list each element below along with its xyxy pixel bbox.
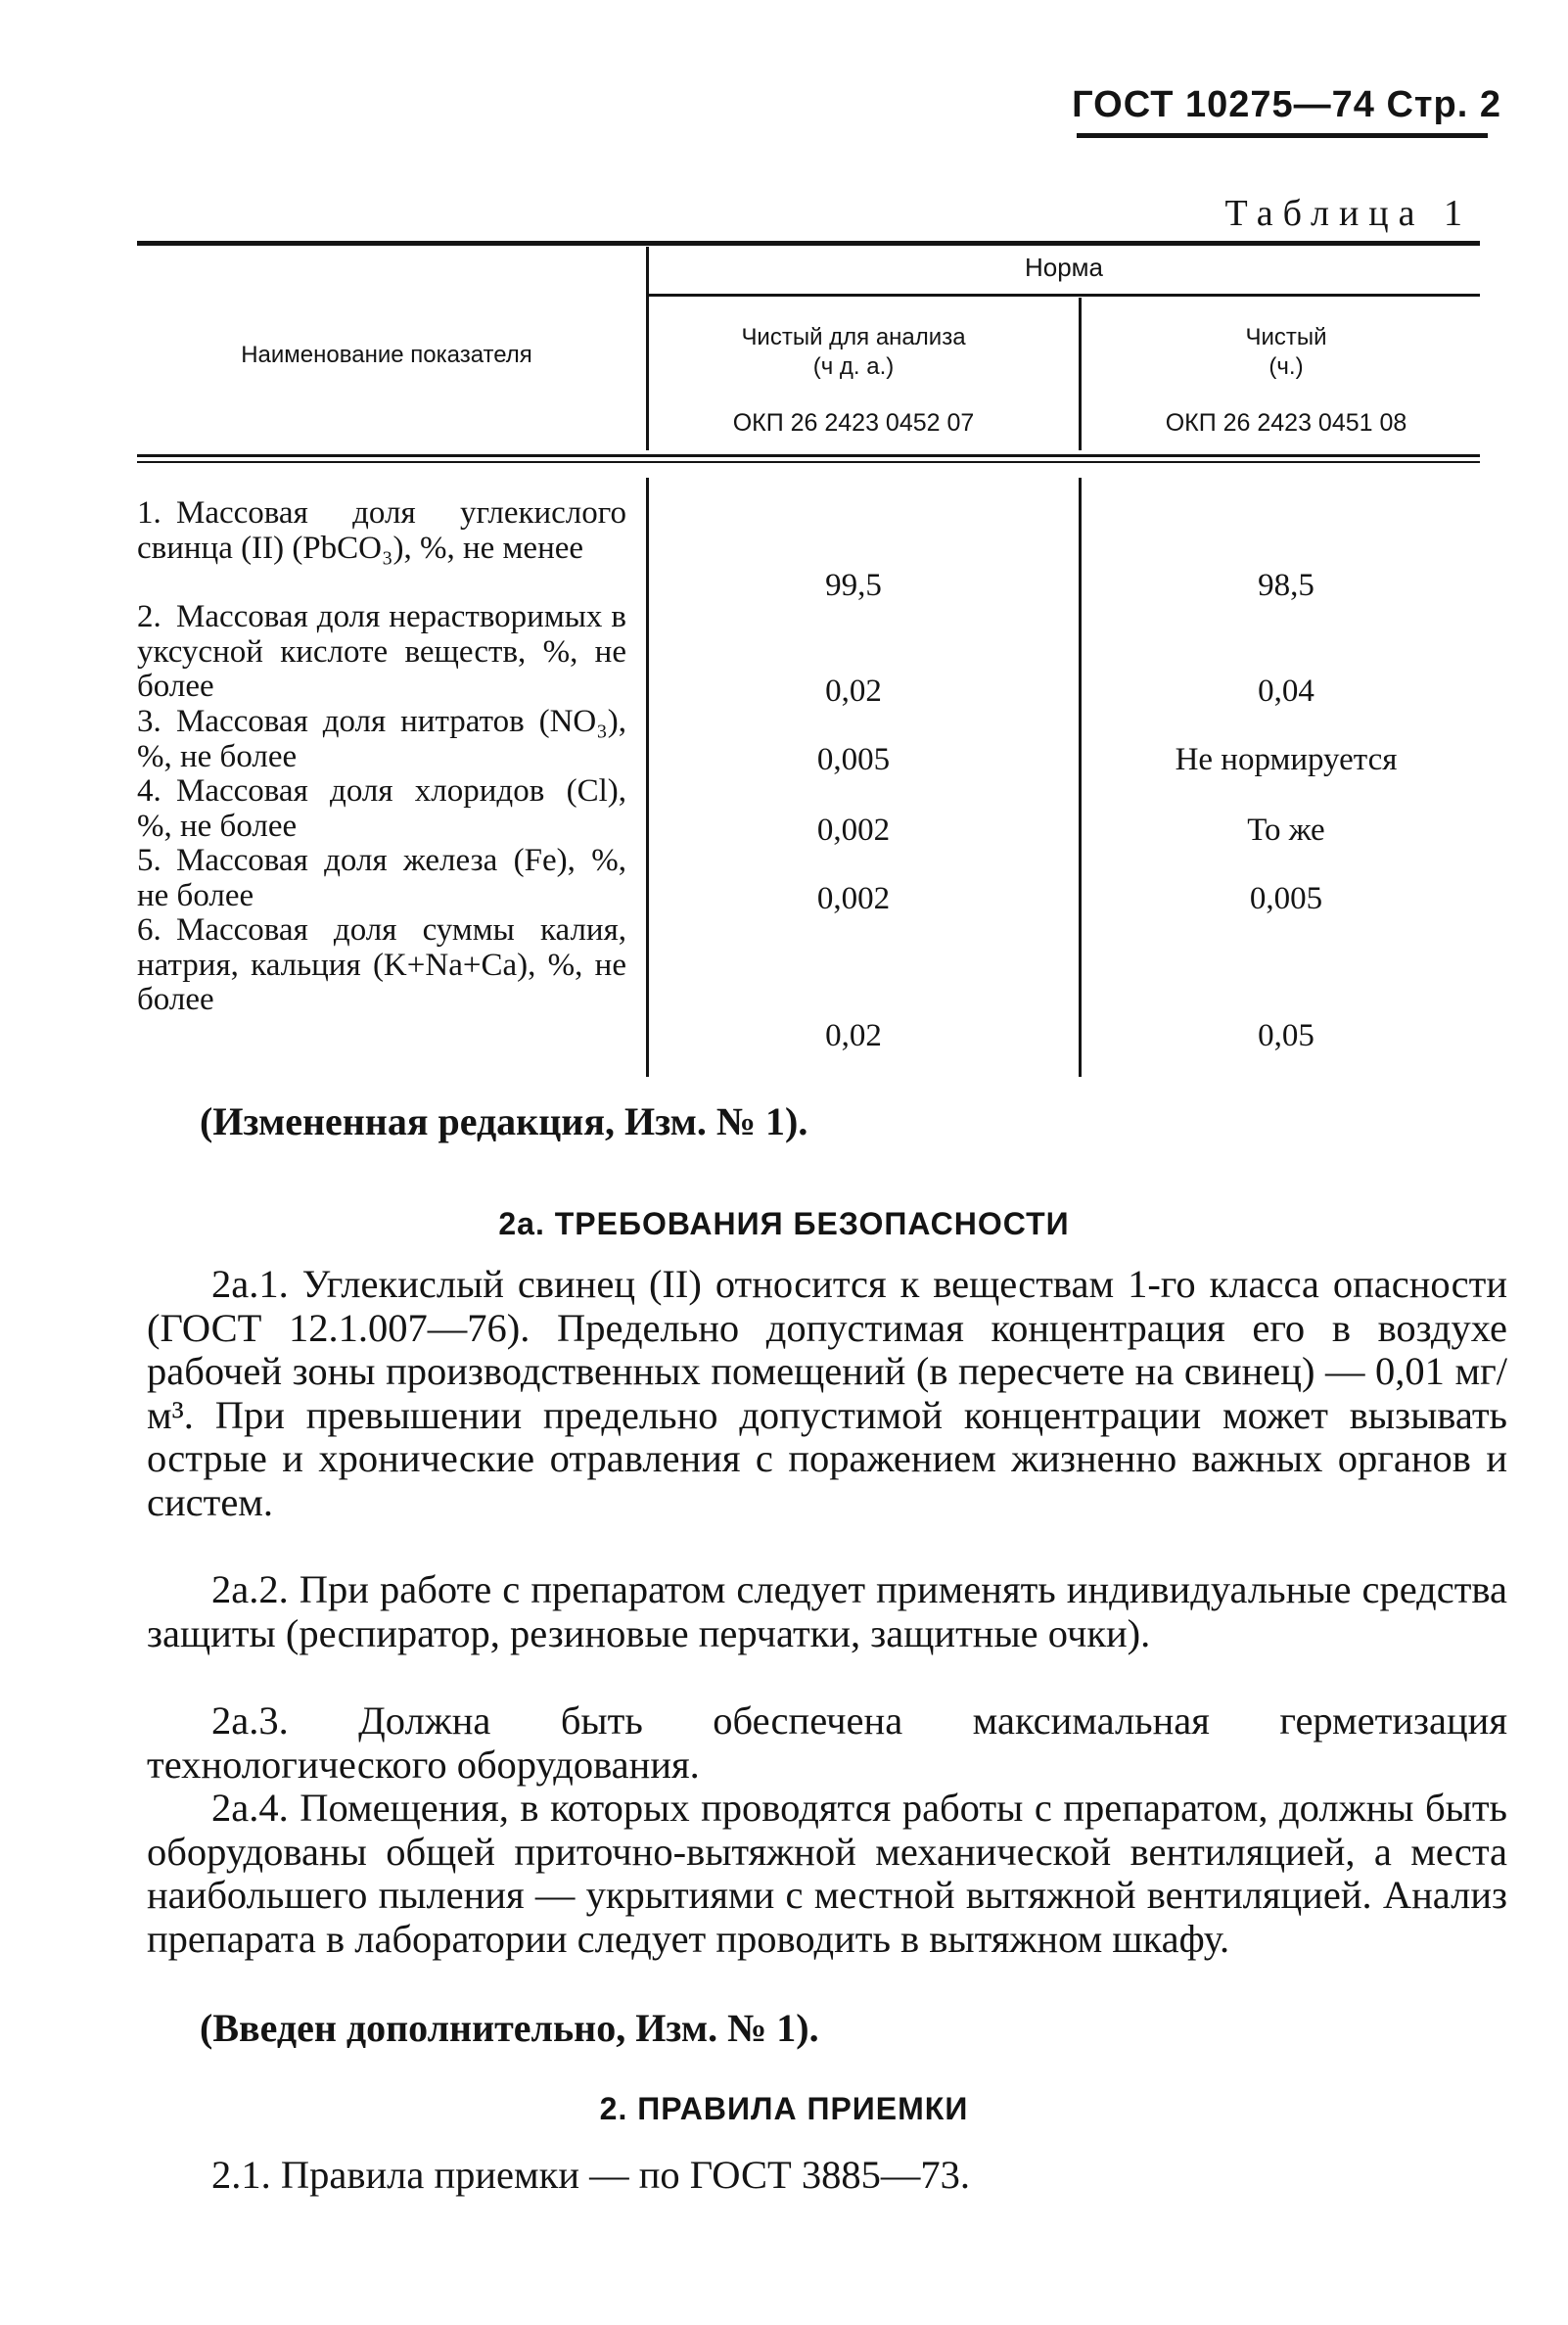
table-cell-value: 0,005 <box>816 742 891 777</box>
table-row-label: 3. Массовая доля нитратов (NO₃), %, не более <box>137 704 626 774</box>
indicator-column-header: Наименование показателя <box>241 342 532 368</box>
table-cell-value: 0,002 <box>816 881 891 916</box>
header-bottom-rule-2 <box>137 461 1480 463</box>
norma-header: Норма <box>1024 253 1104 282</box>
table-row-label: 1. Массовая доля углекислого свинца (II) (PbCO₃), %, не менее <box>137 495 626 566</box>
table-cell-value: 0,02 <box>825 1018 882 1053</box>
table-row-label: 2. Массовая доля нерастворимых в уксусной кислоте веществ, %, не более <box>137 599 626 704</box>
table-cell-value: 0,002 <box>816 813 891 848</box>
norma-rule <box>648 294 1480 297</box>
table-cell-value: 0,005 <box>1249 881 1323 916</box>
table-row-label: 5. Массовая доля железа (Fe), %, не более <box>137 843 626 913</box>
table-top-rule <box>137 241 1480 246</box>
table-row-label: 4. Массовая доля хлоридов (Cl), %, не более <box>137 773 626 844</box>
amendment-note: (Измененная редакция, Изм. № 1). <box>200 1099 808 1143</box>
table-row-label: 6. Массовая доля суммы калия, натрия, кальция (K+Na+Ca), %, не более <box>137 912 626 1017</box>
table-cell-value: 99,5 <box>825 568 882 603</box>
okp-code-ch: ОКП 26 2423 0451 08 <box>1165 409 1407 437</box>
header-bottom-rule <box>137 454 1480 457</box>
paragraph-2a-1: 2а.1. Углекислый свинец (II) относится к веществам 1-го класса опасности (ГОСТ 12.1.007—76). Предельно допустимая концентрация его в воздухе рабочей зоны производственных помещений (в пересчете на свинец) — 0,01 мг/м³. При превышении предельно допустимой концентрации может вызывать острые и хронические отравления с поражением жизненно важных органов и систем. <box>147 1262 1507 1524</box>
table-caption: Таблица 1 <box>1224 193 1472 234</box>
paragraph-2a-2: 2а.2. При работе с препаратом следует применять индивидуальные средства защиты (респиратор, резиновые перчатки, защитные очки). <box>147 1567 1507 1655</box>
addition-note: (Введен дополнительно, Изм. № 1). <box>200 2006 819 2050</box>
grade-column-header-ch: Чистый (ч.) <box>1245 324 1327 380</box>
paragraph-2a-3: 2а.3. Должна быть обеспечена максимальная герметизация технологического оборудования. <box>147 1698 1507 1787</box>
table-cell-value: 98,5 <box>1258 568 1314 603</box>
page-header-reference: ГОСТ 10275—74 Стр. 2 <box>1072 84 1501 125</box>
table-cell-value: 0,04 <box>1258 674 1314 709</box>
section-title-acceptance: 2. ПРАВИЛА ПРИЕМКИ <box>599 2091 969 2126</box>
grade-column-header-chda: Чистый для анализа (ч д. а.) <box>741 324 966 380</box>
table-cell-value: То же <box>1247 813 1325 848</box>
table-cell-value: 0,05 <box>1258 1018 1314 1053</box>
table-cell-value: Не нормируется <box>1175 742 1398 777</box>
paragraph-2a-4: 2а.4. Помещения, в которых проводятся работы с препаратом, должны быть оборудованы общей приточно-вытяжной механической вентиляцией, а места наибольшего пыления — укрытиями с местной вытяжной вентиляцией. Анализ препарата в лаборатории следует проводить в вытяжном шкафу. <box>147 1786 1507 1961</box>
header-rule <box>1077 133 1488 138</box>
paragraph-2-1: 2.1. Правила приемки — по ГОСТ 3885—73. <box>211 2153 970 2197</box>
table-cell-value: 0,02 <box>825 674 882 709</box>
okp-code-chda: ОКП 26 2423 0452 07 <box>732 409 975 437</box>
section-title-safety: 2а. ТРЕБОВАНИЯ БЕЗОПАСНОСТИ <box>498 1206 1070 1241</box>
